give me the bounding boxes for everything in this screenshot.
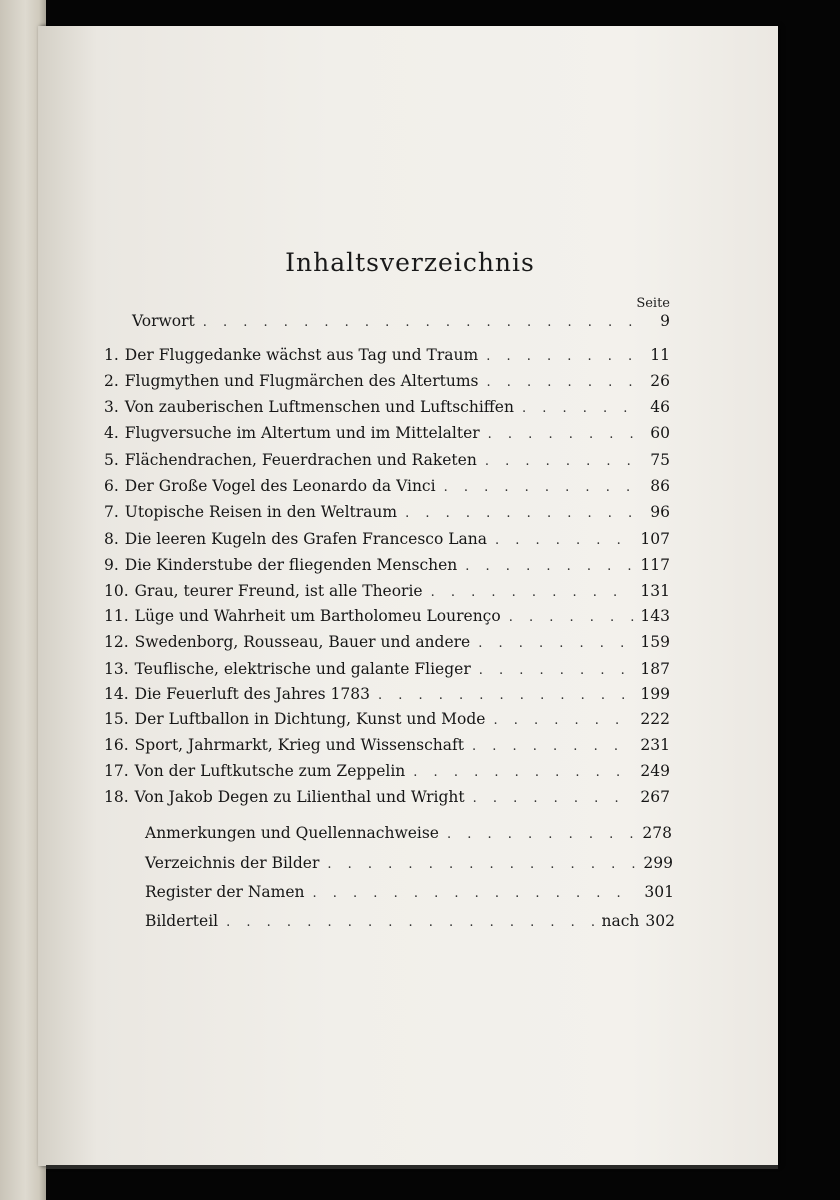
leader-dots bbox=[327, 857, 637, 872]
toc-entry-number: 15. bbox=[104, 710, 129, 728]
toc-entry-page: 60 bbox=[650, 424, 670, 442]
toc-entry-chapter-7 bbox=[104, 503, 670, 521]
leader-dots bbox=[488, 427, 636, 442]
toc-entry-page: 11 bbox=[650, 346, 670, 364]
toc-entry-page: 299 bbox=[643, 854, 673, 872]
toc-entry-chapter-15 bbox=[104, 710, 670, 728]
toc-entry-page: 187 bbox=[640, 660, 670, 678]
toc-entry-label: Von Jakob Degen zu Lilienthal und Wright bbox=[134, 788, 465, 806]
toc-entry-label: Swedenborg, Rousseau, Bauer und andere bbox=[134, 633, 471, 651]
seite-column-header: Seite bbox=[636, 296, 670, 311]
leader-dots bbox=[478, 636, 634, 651]
leader-dots bbox=[485, 454, 636, 469]
toc-entry-number: 10. bbox=[104, 582, 129, 600]
leader-dots bbox=[405, 506, 636, 521]
toc-entry-label: Vorwort bbox=[132, 312, 195, 330]
toc-entry-page: 278 bbox=[642, 824, 672, 842]
leader-dots bbox=[493, 713, 634, 728]
toc-entry-verzeichnis-bilder bbox=[145, 854, 673, 872]
toc-entry-page: 131 bbox=[640, 582, 670, 600]
leader-dots bbox=[495, 533, 634, 548]
toc-entry-chapter-3 bbox=[104, 398, 670, 416]
toc-entry-label: Verzeichnis der Bilder bbox=[145, 854, 320, 872]
toc-entry-label: Von zauberischen Luftmenschen und Luftschiffen bbox=[124, 398, 514, 416]
toc-entry-chapter-14 bbox=[104, 685, 670, 703]
toc-entry-label: Die Kinderstube der fliegenden Menschen bbox=[124, 556, 458, 574]
toc-entry-chapter-5 bbox=[104, 451, 670, 469]
toc-entry-number: 18. bbox=[104, 788, 129, 806]
toc-entry-page: 267 bbox=[640, 788, 670, 806]
leader-dots bbox=[313, 886, 639, 901]
toc-entry-page: 301 bbox=[644, 883, 674, 901]
toc-entry-chapter-18 bbox=[104, 788, 670, 806]
leader-dots bbox=[447, 827, 636, 842]
toc-entry-number: 3. bbox=[104, 398, 119, 416]
leader-dots bbox=[522, 401, 636, 416]
toc-entry-label: Der Große Vogel des Leonardo da Vinci bbox=[124, 477, 436, 495]
toc-entry-chapter-6 bbox=[104, 477, 670, 495]
toc-entry-number: 12. bbox=[104, 633, 129, 651]
toc-entry-number: 5. bbox=[104, 451, 119, 469]
toc-entry-page: 96 bbox=[650, 503, 670, 521]
leader-dots bbox=[473, 791, 635, 806]
leader-dots bbox=[486, 349, 636, 364]
toc-entry-number: 16. bbox=[104, 736, 129, 754]
page-bottom-shadow bbox=[46, 1165, 778, 1169]
toc-entry-chapter-11 bbox=[104, 607, 670, 625]
toc-entry-number: 4. bbox=[104, 424, 119, 442]
leader-dots bbox=[465, 559, 634, 574]
toc-entry-label: Flugmythen und Flugmärchen des Altertums bbox=[124, 372, 479, 390]
toc-entry-page: 143 bbox=[640, 607, 670, 625]
toc-entry-chapter-13 bbox=[104, 660, 670, 678]
toc-entry-number: 7. bbox=[104, 503, 119, 521]
toc-entry-label: Die leeren Kugeln des Grafen Francesco Lana bbox=[124, 530, 487, 548]
toc-entry-vorwort bbox=[132, 312, 670, 330]
toc-entry-label: Sport, Jahrmarkt, Krieg und Wissenschaft bbox=[134, 736, 464, 754]
toc-entry-label: Flugversuche im Altertum und im Mittelalter bbox=[124, 424, 480, 442]
toc-entry-label: Anmerkungen und Quellennachweise bbox=[145, 824, 439, 842]
toc-entry-chapter-2 bbox=[104, 372, 670, 390]
toc-entry-number: 8. bbox=[104, 530, 119, 548]
toc-entry-number: 9. bbox=[104, 556, 119, 574]
toc-entry-label: Lüge und Wahrheit um Bartholomeu Lourenço bbox=[134, 607, 501, 625]
toc-entry-label: Utopische Reisen in den Weltraum bbox=[124, 503, 398, 521]
toc-entry-page: 86 bbox=[650, 477, 670, 495]
toc-entry-page: 302 bbox=[645, 912, 675, 930]
toc-entry-chapter-9 bbox=[104, 556, 670, 574]
toc-entry-label: Teuflische, elektrische und galante Flieger bbox=[134, 660, 471, 678]
toc-entry-label: Der Luftballon in Dichtung, Kunst und Mode bbox=[134, 710, 486, 728]
toc-entry-number: 13. bbox=[104, 660, 129, 678]
toc-entry-label: Flächendrachen, Feuerdrachen und Raketen bbox=[124, 451, 477, 469]
toc-entry-label: Der Fluggedanke wächst aus Tag und Traum bbox=[124, 346, 479, 364]
leader-dots bbox=[203, 315, 636, 330]
toc-entry-number: 17. bbox=[104, 762, 129, 780]
toc-entry-page: 26 bbox=[650, 372, 670, 390]
toc-entry-number: 1. bbox=[104, 346, 119, 364]
toc-entry-anmerkungen bbox=[145, 824, 672, 842]
leader-dots bbox=[509, 610, 635, 625]
toc-entry-label: Grau, teurer Freund, ist alle Theorie bbox=[134, 582, 423, 600]
toc-entry-page: 159 bbox=[640, 633, 670, 651]
toc-entry-register-namen bbox=[145, 883, 674, 901]
leader-dots bbox=[226, 915, 595, 930]
toc-entry-number: 2. bbox=[104, 372, 119, 390]
leader-dots bbox=[487, 375, 637, 390]
toc-entry-number: 14. bbox=[104, 685, 129, 703]
toc-entry-page: 249 bbox=[640, 762, 670, 780]
toc-entry-chapter-12 bbox=[104, 633, 670, 651]
toc-entry-label: Register der Namen bbox=[145, 883, 305, 901]
toc-entry-label: Die Feuerluft des Jahres 1783 bbox=[134, 685, 370, 703]
leader-dots bbox=[444, 480, 636, 495]
toc-title: Inhaltsverzeichnis bbox=[285, 248, 535, 277]
toc-entry-label: Von der Luftkutsche zum Zeppelin bbox=[134, 762, 406, 780]
toc-entry-page: 222 bbox=[640, 710, 670, 728]
leader-dots bbox=[378, 688, 634, 703]
toc-entry-page-prefix: nach bbox=[601, 912, 640, 930]
leader-dots bbox=[431, 585, 635, 600]
leader-dots bbox=[479, 663, 635, 678]
toc-entry-number: 6. bbox=[104, 477, 119, 495]
toc-entry-chapter-16 bbox=[104, 736, 670, 754]
toc-entry-chapter-4 bbox=[104, 424, 670, 442]
toc-entry-page: 9 bbox=[660, 312, 670, 330]
toc-entry-label: Bilderteil bbox=[145, 912, 219, 930]
toc-entry-chapter-10 bbox=[104, 582, 670, 600]
toc-entry-page: 117 bbox=[640, 556, 670, 574]
toc-entry-number: 11. bbox=[104, 607, 129, 625]
toc-entry-bilderteil bbox=[145, 912, 675, 930]
leader-dots bbox=[413, 765, 634, 780]
toc-entry-page: 46 bbox=[650, 398, 670, 416]
toc-entry-chapter-8 bbox=[104, 530, 670, 548]
toc-entry-page: 107 bbox=[640, 530, 670, 548]
toc-entry-page: 75 bbox=[650, 451, 670, 469]
leader-dots bbox=[472, 739, 634, 754]
toc-entry-page: 231 bbox=[640, 736, 670, 754]
toc-entry-page: 199 bbox=[640, 685, 670, 703]
toc-entry-chapter-1 bbox=[104, 346, 670, 364]
toc-entry-chapter-17 bbox=[104, 762, 670, 780]
